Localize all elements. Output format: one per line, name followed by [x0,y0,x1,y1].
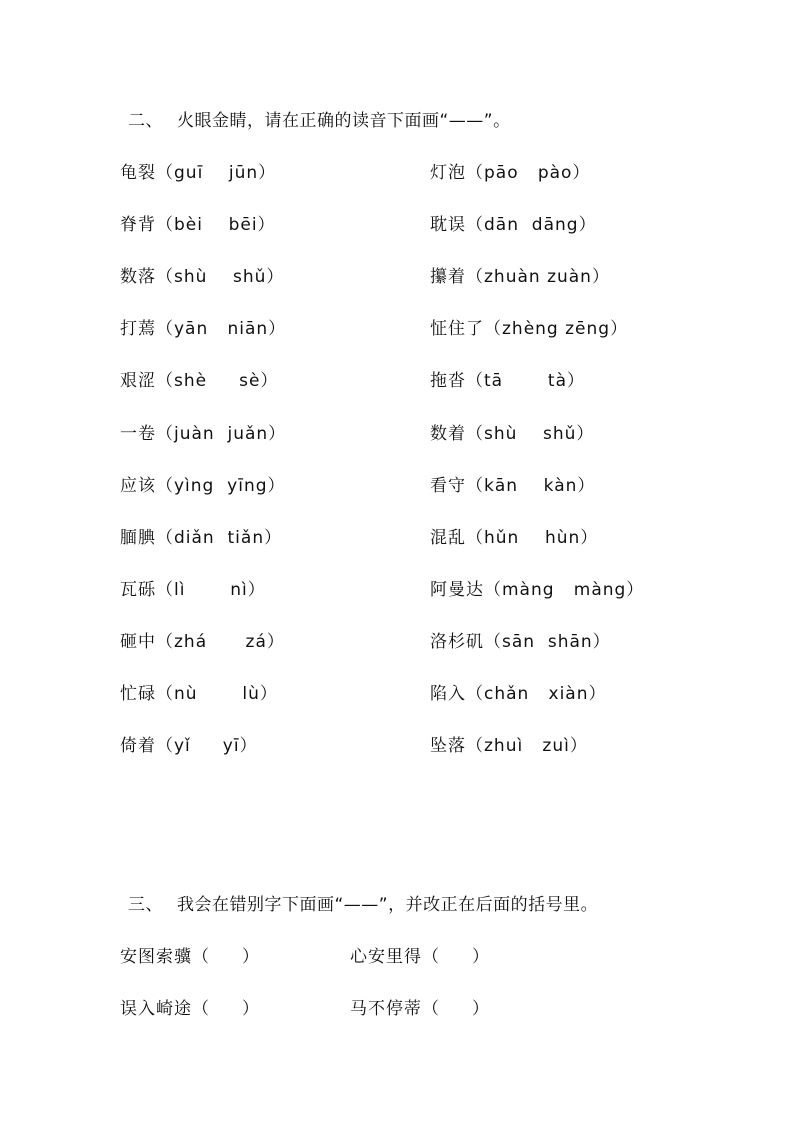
section-2-title: 火眼金睛，请在正确的读音下面画“——”。 [177,111,511,131]
pinyin-item: 混乱（hǔn hùn） [430,528,599,548]
pinyin-item: 看守（kān kàn） [430,476,596,496]
pinyin-item: 灯泡（pāo pào） [430,163,591,183]
pinyin-item: 忙碌（nù lù） [120,684,278,704]
pinyin-item: 脊背（bèi bēi） [120,215,276,235]
correction-item: 心安里得（ ） [350,947,491,967]
pinyin-item: 龟裂（guī jūn） [120,163,277,183]
pinyin-item: 数落（shù shǔ） [120,267,285,287]
correction-item: 安图索骥（ ） [120,947,261,967]
pinyin-item: 怔住了（zhèng zēng） [430,319,629,339]
section-2-number: 二、 [128,111,163,131]
section-3-title: 我会在错别字下面画“——”，并改正在后面的括号里。 [177,895,599,915]
pinyin-item: 耽误（dān dāng） [430,215,597,235]
section-3-heading [128,890,598,915]
section-3-number: 三、 [128,895,163,915]
pinyin-item: 应该（yìng yīng） [120,476,286,496]
correction-item: 误入崎途（ ） [120,999,261,1019]
pinyin-item: 砸中（zhá zá） [120,632,285,652]
pinyin-item: 腼腆（diǎn tiǎn） [120,528,283,548]
pinyin-item: 一卷（juàn juǎn） [120,424,287,444]
section-2-heading [128,106,511,131]
pinyin-item: 瓦砾（lì nì） [120,580,266,600]
pinyin-item: 陷入（chǎn xiàn） [430,684,607,704]
pinyin-item: 数着（shù shǔ） [430,424,595,444]
pinyin-item: 阿曼达（màng màng） [430,580,645,600]
pinyin-item: 倚着（yǐ yī） [120,736,258,756]
pinyin-item: 艰涩（shè sè） [120,371,279,391]
pinyin-item: 打蔫（yān niān） [120,319,287,339]
pinyin-item: 坠落（zhuì zuì） [430,736,588,756]
pinyin-item: 洛杉矶（sān shān） [430,632,611,652]
pinyin-item: 攥着（zhuàn zuàn） [430,267,610,287]
correction-item: 马不停蒂（ ） [350,999,491,1019]
pinyin-item: 拖沓（tā tà） [430,371,585,391]
